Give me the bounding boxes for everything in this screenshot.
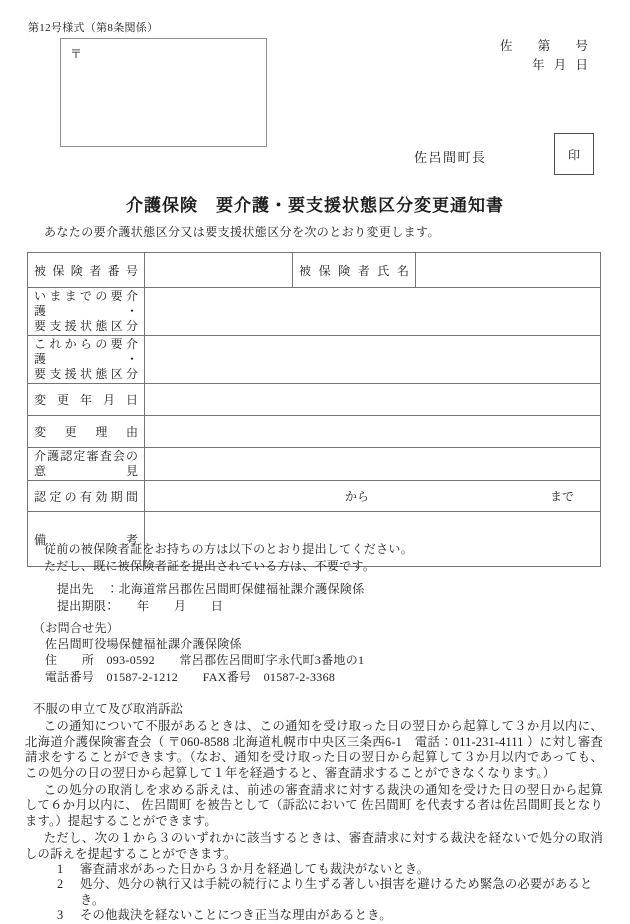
appeal-item-2 (25, 877, 603, 908)
seal-mark: 印 (567, 147, 580, 162)
appeal-item-1 (25, 862, 603, 877)
contact-heading: （お問合せ先） (33, 621, 120, 635)
table-row (28, 336, 601, 384)
item-number: 2 (57, 877, 64, 892)
doc-number-line (500, 37, 588, 56)
appeal-paragraph-3: ただし、次の１から３のいずれかに該当するときは、審査請求に対する裁決を経ないで処分の取消しの訴えを提起することができます。 (25, 831, 603, 861)
appeal-section (25, 702, 603, 924)
certificate-notes (44, 541, 413, 574)
submission-destination: 提出先 ：北海道常呂郡佐呂間町保健福祉課介護保険係 (57, 582, 365, 596)
table-row (28, 384, 601, 416)
form-number: 第12号様式（第8条関係） (28, 22, 159, 34)
notification-table (27, 252, 601, 567)
table-row (28, 416, 601, 448)
valid-period-value (145, 481, 601, 512)
date-day: 日 (575, 58, 588, 72)
remarks-label: 備 考 (28, 512, 145, 567)
date-year: 年 (532, 58, 545, 72)
appeal-item-3 (25, 908, 603, 923)
change-date-label: 変更年月日 (28, 384, 145, 416)
change-reason-value (145, 416, 601, 448)
new-care-level-value (145, 336, 601, 384)
item-text: 処分、処分の執行又は手続の続行により生ずる著しい損害を避けるため緊急の必要があるとき。 (80, 877, 593, 907)
note-line-2: ただし、既に被保険者証を提出されている方は、不要です。 (44, 558, 376, 573)
mayor-name: 佐呂間町長 (414, 150, 487, 165)
postal-mark: 〒 (70, 47, 83, 61)
submission-deadline: 提出期限： 年 月 日 (57, 598, 224, 613)
appeal-heading: 不服の申立て及び取消訴訟 (33, 702, 183, 716)
contact-phone: 電話番号 01587-2-1212 FAX番号 01587-2-3368 (45, 669, 336, 684)
date-month: 月 (553, 58, 567, 72)
ref-prefix: 佐 (500, 39, 513, 53)
insured-name-label: 被保険者氏名 (293, 253, 416, 288)
change-date-value (145, 384, 601, 416)
document-title: 介護保険 要介護・要支援状態区分変更通知書 (126, 196, 504, 215)
appeal-paragraph-2: この処分の取消しを求める訴えは、前述の審査請求に対する裁決の通知を受けた日の翌日から起算して６か月以内に、 佐呂間町 を被告として（訴訟において 佐呂間町 を代表する者は佐呂間町長となります。）提起することができます。 (25, 783, 603, 828)
insured-number-value (145, 253, 293, 288)
contact-office: 佐呂間町役場保健福祉課介護保険係 (45, 637, 242, 652)
period-from-label: から (345, 489, 370, 504)
contact-block (33, 620, 364, 685)
item-text: 審査請求があった日から３か月を経過しても裁決がないとき。 (80, 862, 430, 877)
address-box (60, 38, 267, 147)
lead-sentence: あなたの要介護状態区分又は要支援状態区分を次のとおり変更します。 (44, 225, 440, 239)
insured-number-label: 被保険者番号 (28, 253, 145, 288)
previous-care-level-value (145, 288, 601, 336)
review-board-opinion-label: 介護認定審査会の 意 見 (28, 448, 145, 481)
item-number: 1 (57, 862, 64, 877)
ref-number-block (500, 37, 588, 75)
table-row (28, 288, 601, 336)
appeal-paragraph-1: この通知について不服があるときは、この通知を受け取った日の翌日から起算して３か月以内に、北海道介護保険審査会（ 〒060-8588 北海道札幌市中央区三条西6-1 電話：011-231-4111 ）に対し審査請求をすることができます。（なお、通知を受け取った日の翌日から起算して３か月以内であっても、この処分の日の翌日から起算して１年を経過すると、審査請求することができなくなります。） (25, 719, 603, 780)
previous-care-level-label: いままでの要介護・ 要支援状態区分 (28, 288, 145, 336)
table-row (28, 448, 601, 481)
valid-period-label: 認定の有効期間 (28, 481, 145, 512)
ref-dai: 第 (537, 39, 551, 53)
ref-go: 号 (575, 39, 588, 53)
change-reason-label: 変更理由 (28, 416, 145, 448)
period-to-label: まで (549, 489, 574, 504)
seal-box (554, 133, 594, 175)
item-text: その他裁決を経ないことにつき正当な理由があるとき。 (80, 908, 392, 923)
table-row (28, 481, 601, 512)
contact-address: 住 所 093-0592 常呂郡佐呂間町字永代町3番地の1 (45, 653, 365, 668)
new-care-level-label: これからの要介護・ 要支援状態区分 (28, 336, 145, 384)
note-line-1: 従前の被保険者証をお持ちの方は以下のとおり提出してください。 (44, 542, 414, 556)
item-number: 3 (57, 908, 64, 923)
insured-name-value (416, 253, 601, 288)
review-board-opinion-value (145, 448, 601, 481)
table-row (28, 253, 601, 288)
submission-block (57, 581, 365, 614)
date-line (532, 56, 588, 75)
